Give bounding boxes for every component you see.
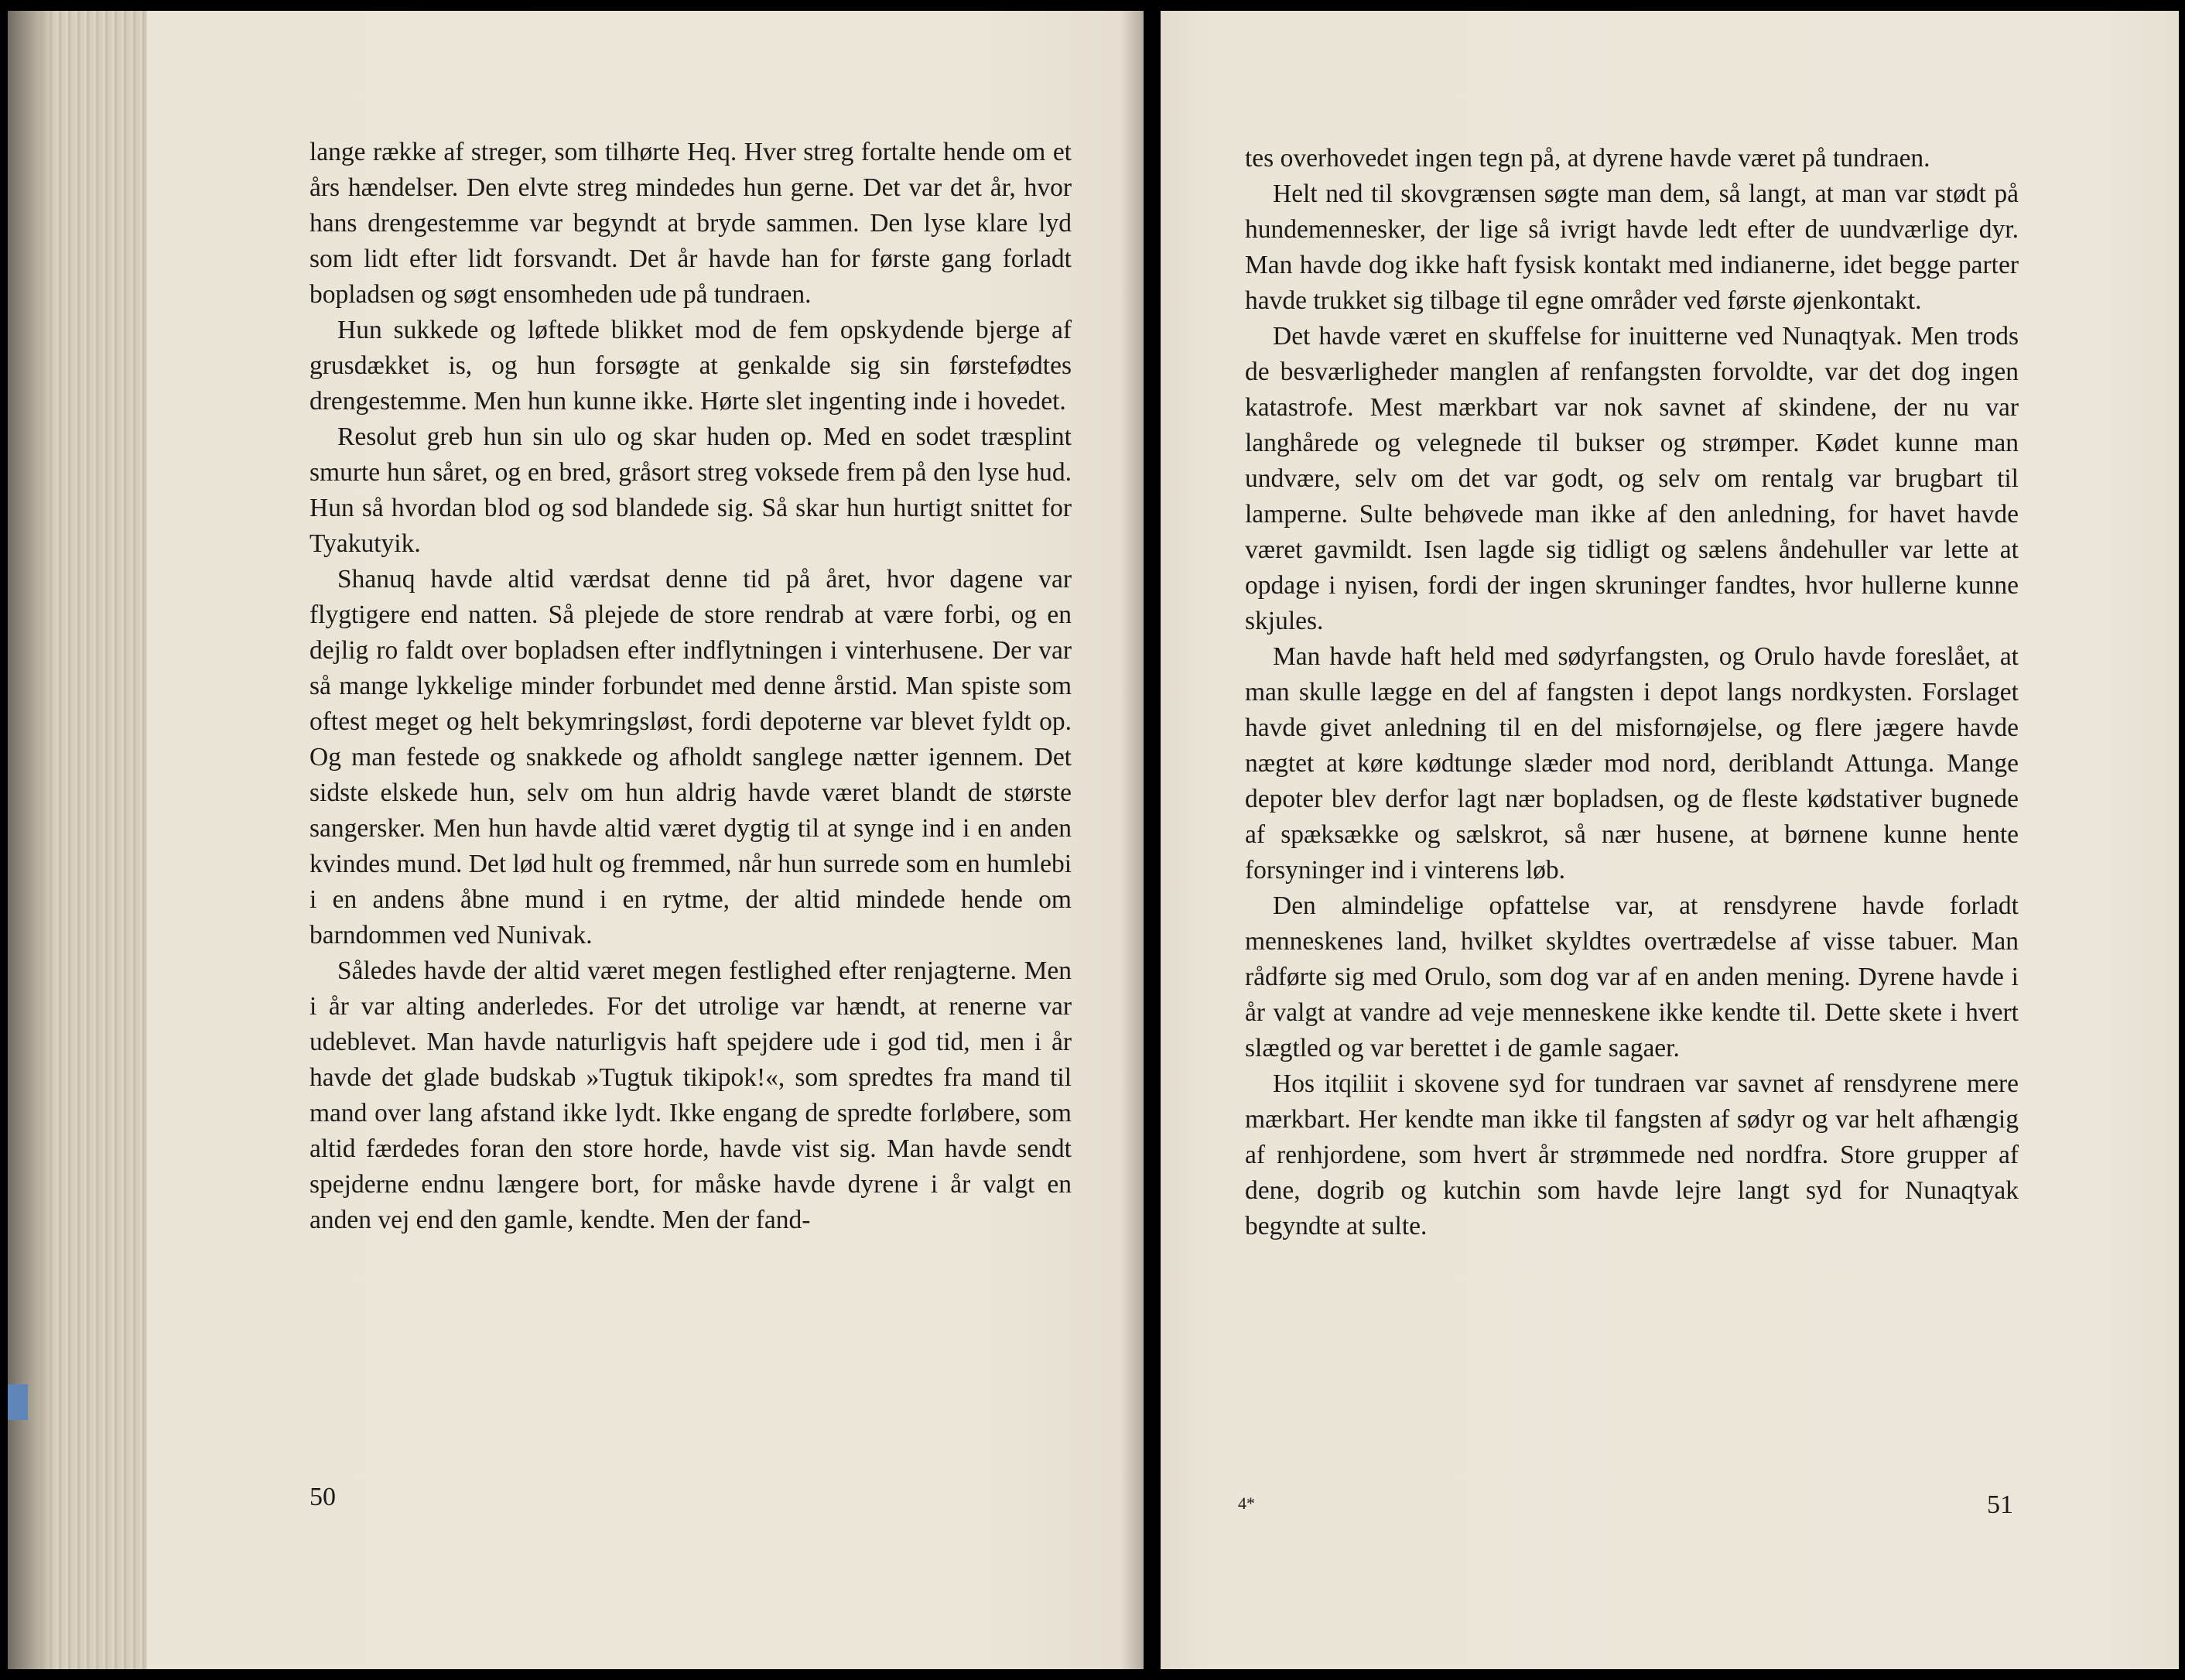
bookmark-tab bbox=[8, 1384, 28, 1420]
paragraph: Hos itqiliit i skovene syd for tundraen var savnet af rensdyrene mere mærkbart. Her kendte man ikke til fangsten af sødyr og var helt afhængig af renhjordene, som hvert år strømmede ned nordfra. Store grupper af dene, dogrib og kutchin som havde lejre langt syd for Nunaqtyak begyndte at sulte. bbox=[1245, 1069, 2019, 1240]
gutter-shadow bbox=[1120, 11, 1144, 1669]
right-page bbox=[1161, 11, 2179, 1669]
right-page-text bbox=[1245, 141, 2019, 1244]
paragraph: Således havde der altid været megen festlighed efter renjagterne. Men i år var alting anderledes. For det utrolige var hændt, at renerne var udeblevet. Man havde naturligvis haft spejdere ude i god tid, men i år havde det glade budskab »Tugtuk tikipok!«, som spredtes fra mand til mand over lang afstand ikke lydt. Ikke engang de spredte forløbere, som altid færdedes foran den store horde, havde vist sig. Man havde sendt spejderne endnu længere bort, for måske havde dyrene i år valgt en anden vej end den gamle, kendte. Men der fand- bbox=[309, 956, 1072, 1234]
paragraph: Shanuq havde altid værdsat denne tid på året, hvor dagene var flygtigere end natten. Så plejede de store rendrab at være forbi, og en dejlig ro faldt over bopladsen efter indflytningen i vinterhusene. Der var så mange lykkelige minder forbundet med denne årstid. Man spiste som oftest meget og helt bekymringsløst, fordi depoterne var blevet fyldt op. Og man festede og snakkede og afholdt sanglege nætter igennem. Det sidste elskede hun, selv om hun aldrig havde været blandt de største sangersker. Men hun havde altid været dygtig til at synge ind i en anden kvindes mund. Det lød hult og fremmed, når hun surrede som en humlebi i en andens åbne mund i en rytme, der altid mindede hende om barndommen ved Nunivak. bbox=[309, 565, 1072, 949]
page-edges-shadow bbox=[8, 11, 54, 1669]
paragraph: Det havde været en skuffelse for inuitterne ved Nunaqtyak. Men trods de besværligheder manglen af renfangsten forvoldte, var det dog ingen katastrofe. Mest mærkbart var nok savnet af skindene, der nu var langhårede og velegnede til bukser og strømper. Kødet kunne man undvære, selv om det var godt, og selv om rentalg var brugbart til lamperne. Sulte behøvede man ikke af den anledning, for havet havde været gavmildt. Isen lagde sig tidligt og sælens åndehuller var lette at opdage i nyisen, fordi der ingen skruninger fandtes, hvor hullerne kunne skjules. bbox=[1245, 322, 2019, 635]
paragraph: Hun sukkede og løftede blikket mod de fem opskydende bjerge af grusdækket is, og hun forsøgte at genkalde sig sin førstefødtes drengestemme. Men hun kunne ikke. Hørte slet ingenting inde i hovedet. bbox=[309, 316, 1072, 416]
paragraph: Helt ned til skovgrænsen søgte man dem, så langt, at man var stødt på hundemennesker, der lige så ivrigt havde ledt efter de uundværlige dyr. Man havde dog ikke haft fysisk kontakt med indianerne, idet begge parter havde trukket sig tilbage til egne områder ved første øjenkontakt. bbox=[1245, 180, 2019, 315]
paragraph: tes overhovedet ingen tegn på, at dyrene havde været på tundraen. bbox=[1245, 144, 1930, 173]
left-page bbox=[8, 11, 1144, 1669]
paragraph: lange række af streger, som tilhørte Heq. Hver streg fortalte hende om et års hændelser. Den elvte streg mindedes hun gerne. Det var det år, hvor hans drengestemme var begyndt at bryde sammen. Den lyse klare lyd som lidt efter lidt forsvandt. Det år havde han for første gang forladt bopladsen og søgt ensomheden ude på tundraen. bbox=[309, 138, 1072, 309]
paragraph: Den almindelige opfattelse var, at rensdyrene havde forladt menneskenes land, hvilket skyldtes overtrædelse af visse tabuer. Man rådførte sig med Orulo, som dog var af en anden mening. Dyrene havde i år valgt at vandre ad veje menneskene ikke kendte til. Dette skete i hvert slægtled og var berettet i de gamle sagaer. bbox=[1245, 891, 2019, 1062]
page-number: 50 bbox=[309, 1483, 336, 1511]
left-page-text bbox=[309, 135, 1072, 1238]
paragraph: Resolut greb hun sin ulo og skar huden op. Med en sodet træsplint smurte hun såret, og en bred, gråsort streg voksede frem på den lyse hud. Hun så hvordan blod og sod blandede sig. Så skar hun hurtigt snittet for Tyakutyik. bbox=[309, 423, 1072, 558]
paragraph: Man havde haft held med sødyrfangsten, og Orulo havde foreslået, at man skulle lægge en del af fangsten i depot langs nordkysten. Forslaget havde givet anledning til en del misfornøjelse, og flere jægere havde nægtet at køre kødtunge slæder mod nord, deriblandt Attunga. Mange depoter blev derfor lagt nær bopladsen, og de fleste kødstativer bugnede af spæksække og sælskrot, så nær husene, at børnene kunne hente forsyninger ind i vinterens løb. bbox=[1245, 642, 2019, 884]
signature-mark: 4* bbox=[1238, 1494, 1255, 1513]
page-number: 51 bbox=[1987, 1490, 2013, 1519]
